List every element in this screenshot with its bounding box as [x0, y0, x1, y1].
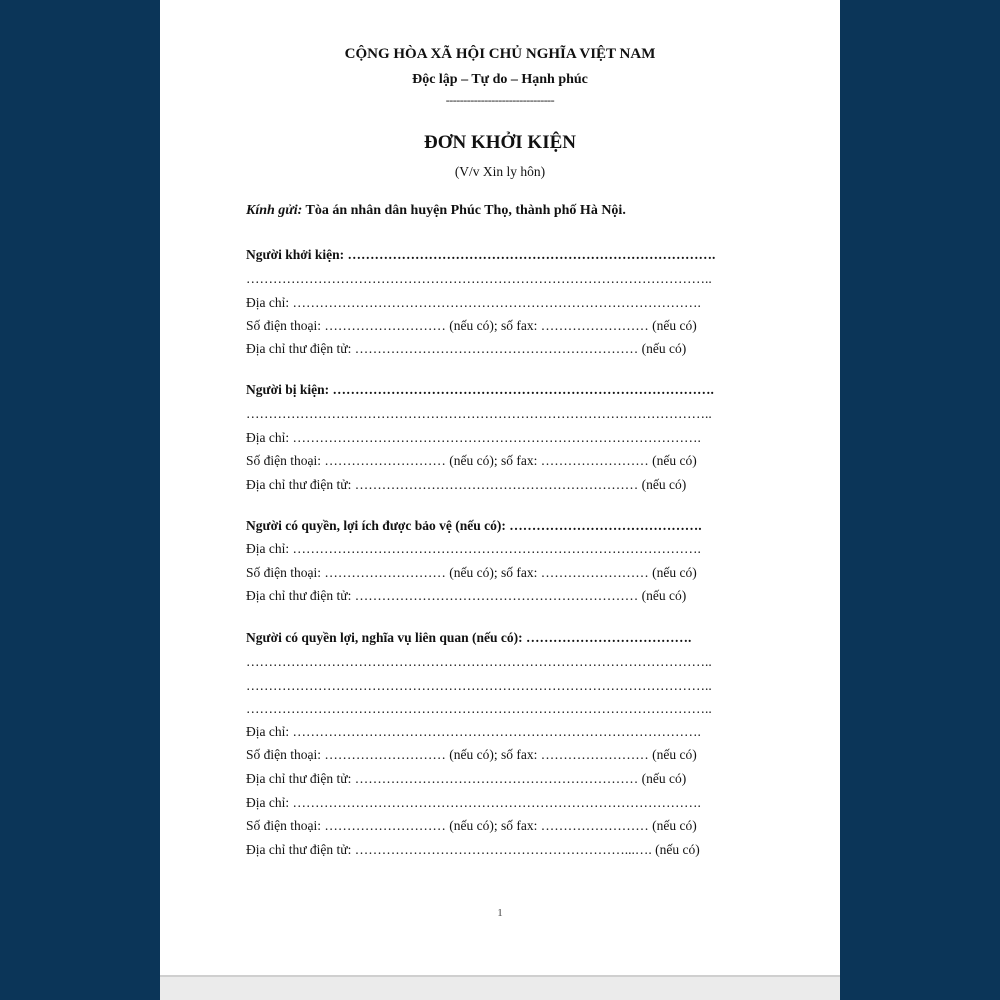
- related-party-phone-line-2: Số điện thoại: ……………………… (nếu có); số fax: …………………… (nếu có): [246, 818, 697, 833]
- addressee: [246, 203, 626, 219]
- page-number: 1: [497, 907, 503, 919]
- protected-party-name-line: Người có quyền, lợi ích được bảo vệ (nếu có): …………………………………….: [246, 518, 702, 533]
- document-page: [160, 0, 840, 975]
- defendant-continuation-line: …………………………………………………………………………………………..: [246, 406, 712, 421]
- page-gap: [160, 975, 840, 1000]
- defendant-phone-line: Số điện thoại: ……………………… (nếu có); số fax: …………………… (nếu có): [246, 453, 697, 468]
- plaintiff-continuation-line: …………………………………………………………………………………………..: [246, 271, 712, 286]
- plaintiff-phone-line: Số điện thoại: ……………………… (nếu có); số fax: …………………… (nếu có): [246, 318, 697, 333]
- plaintiff-email-line: Địa chỉ thư điện tử: ……………………………………………………… (nếu có): [246, 341, 687, 356]
- related-party-email-line-2: Địa chỉ thư điện tử: ……………………………………………………...…. (nếu có): [246, 842, 700, 857]
- defendant-email-line: Địa chỉ thư điện tử: ……………………………………………………… (nếu có): [246, 477, 687, 492]
- related-party-address-line-1: Địa chỉ: ……………………………………………………………………………….: [246, 724, 701, 739]
- heading-rule: -------------------------------: [445, 93, 555, 107]
- plaintiff-name-line: Người khởi kiện: ……………………………………………………………………….: [246, 247, 716, 262]
- defendant-name-line: Người bị kiện: ………………………………………………………………………….: [246, 382, 714, 397]
- plaintiff-address-line: Địa chỉ: ……………………………………………………………………………….: [246, 295, 701, 310]
- protected-party-phone-line: Số điện thoại: ……………………… (nếu có); số fax: …………………… (nếu có): [246, 565, 697, 580]
- document-subject: (V/v Xin ly hôn): [454, 164, 546, 179]
- related-party-continuation-line-3: …………………………………………………………………………………………..: [246, 701, 712, 716]
- related-party-phone-line-1: Số điện thoại: ……………………… (nếu có); số fax: …………………… (nếu có): [246, 747, 697, 762]
- addressee-value: Tòa án nhân dân huyện Phúc Thọ, thành phố Hà Nội.: [305, 203, 626, 218]
- related-party-continuation-line-1: …………………………………………………………………………………………..: [246, 654, 712, 669]
- related-party-name-line: Người có quyền lợi, nghĩa vụ liên quan (nếu có): ……………………………….: [246, 630, 692, 645]
- protected-party-address-line: Địa chỉ: ……………………………………………………………………………….: [246, 541, 701, 556]
- document-title: ĐƠN KHỞI KIỆN: [423, 132, 577, 153]
- protected-party-email-line: Địa chỉ thư điện tử: ……………………………………………………… (nếu có): [246, 588, 687, 603]
- nation-heading: CỘNG HÒA XÃ HỘI CHỦ NGHĨA VIỆT NAM: [344, 46, 656, 62]
- related-party-continuation-line-2: …………………………………………………………………………………………..: [246, 678, 712, 693]
- addressee-label: Kính gửi:: [246, 203, 303, 218]
- related-party-address-line-2: Địa chỉ: ……………………………………………………………………………….: [246, 795, 701, 810]
- national-motto: Độc lập – Tự do – Hạnh phúc: [412, 72, 588, 87]
- related-party-email-line-1: Địa chỉ thư điện tử: ……………………………………………………… (nếu có): [246, 771, 687, 786]
- defendant-address-line: Địa chỉ: ……………………………………………………………………………….: [246, 430, 701, 445]
